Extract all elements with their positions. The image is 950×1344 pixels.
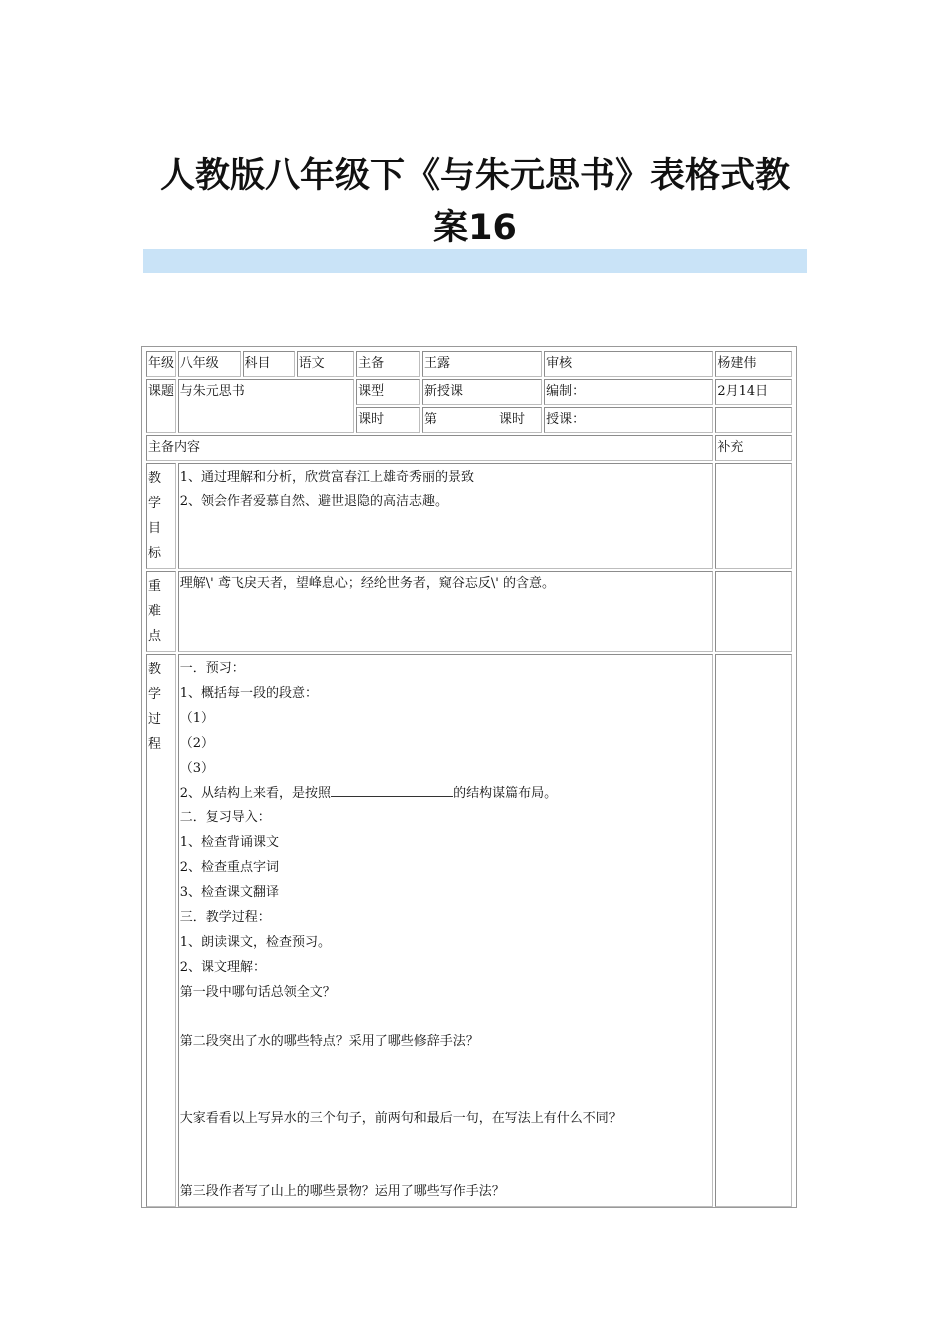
process-line: 1、检查背诵课文 — [179, 835, 280, 851]
process-content — [178, 654, 714, 1207]
process-line: 第三段作者写了山上的哪些景物？运用了哪些写作手法？ — [179, 1183, 505, 1199]
process-line: 第二段突出了水的哪些特点？采用了哪些修辞手法？ — [179, 1033, 479, 1049]
process-line: 第一段中哪句话总领全文？ — [179, 984, 336, 1000]
subject-label: 科目 — [243, 351, 295, 377]
topic-label: 课题 — [146, 379, 176, 433]
process-line: 1、朗读课文，检查预习。 — [179, 934, 332, 950]
goal-item: 2、领会作者爱慕自然、避世退隐的高洁志趣。 — [179, 494, 449, 509]
teach-label: 授课： — [544, 407, 713, 433]
process-label: 教学 过程 — [146, 654, 176, 1207]
grade-label: 年级 — [146, 351, 176, 377]
goal-item: 1、通过理解和分析，欣赏富春江上雄奇秀丽的景致 — [179, 470, 475, 485]
period-di: 第 — [423, 412, 437, 427]
supplement-label: 补充 — [715, 435, 792, 461]
goals-content — [178, 463, 714, 569]
process-line: 一．预习： — [179, 661, 245, 676]
process-line: 3、检查课文翻译 — [179, 885, 280, 901]
type-label: 课型 — [356, 379, 420, 405]
process-line: （3） — [179, 760, 215, 776]
process-line: 2、从结构上来看，是按照 的结构谋篇布局。 — [180, 782, 712, 807]
process-line: 1、概括每一段的段意： — [179, 685, 319, 701]
review-label: 审核 — [544, 351, 713, 377]
key-supplement — [715, 571, 792, 652]
fill-blank — [331, 782, 453, 797]
teach-value — [715, 407, 792, 433]
lead-value: 王露 — [422, 351, 542, 377]
title-line-1: 人教版八年级下《与朱元思书》表格式教 — [159, 156, 790, 196]
key-content: 理解\' 鸢飞戾天者，望峰息心；经纶世务者，窥谷忘反\' 的含意。 — [178, 571, 714, 652]
lesson-plan-table — [144, 349, 794, 1209]
compile-value: 2月14日 — [715, 379, 792, 405]
type-value: 新授课 — [422, 379, 542, 405]
document-title — [0, 150, 950, 254]
process-line: 2、课文理解： — [179, 959, 267, 975]
subject-value: 语文 — [297, 351, 354, 377]
topic-value: 与朱元思书 — [178, 379, 354, 433]
review-value: 杨建伟 — [715, 351, 792, 377]
process-line: （2） — [179, 735, 215, 751]
goals-label: 教 学 目 标 — [146, 463, 176, 569]
content-label: 主备内容 — [146, 435, 713, 461]
process-line: 2、检查重点字词 — [179, 860, 280, 876]
process-line: 三．教学过程： — [179, 910, 271, 926]
process-supplement — [715, 654, 792, 1207]
grade-value: 八年级 — [178, 351, 241, 377]
key-label: 重 难 点 — [146, 571, 176, 652]
header-band — [143, 249, 807, 273]
compile-label: 编制： — [544, 379, 713, 405]
process-line: 二．复习导入： — [179, 810, 271, 826]
process-line: 大家看看以上写异水的三个句子，前两句和最后一句，在写法上有什么不同？ — [179, 1110, 622, 1126]
title-line-2: 案16 — [433, 208, 517, 248]
lead-label: 主备 — [356, 351, 420, 377]
period-unit: 课时 — [498, 412, 525, 427]
goals-supplement — [715, 463, 792, 569]
period-value — [422, 407, 542, 433]
period-label: 课时 — [356, 407, 420, 433]
process-line: （1） — [179, 710, 215, 726]
